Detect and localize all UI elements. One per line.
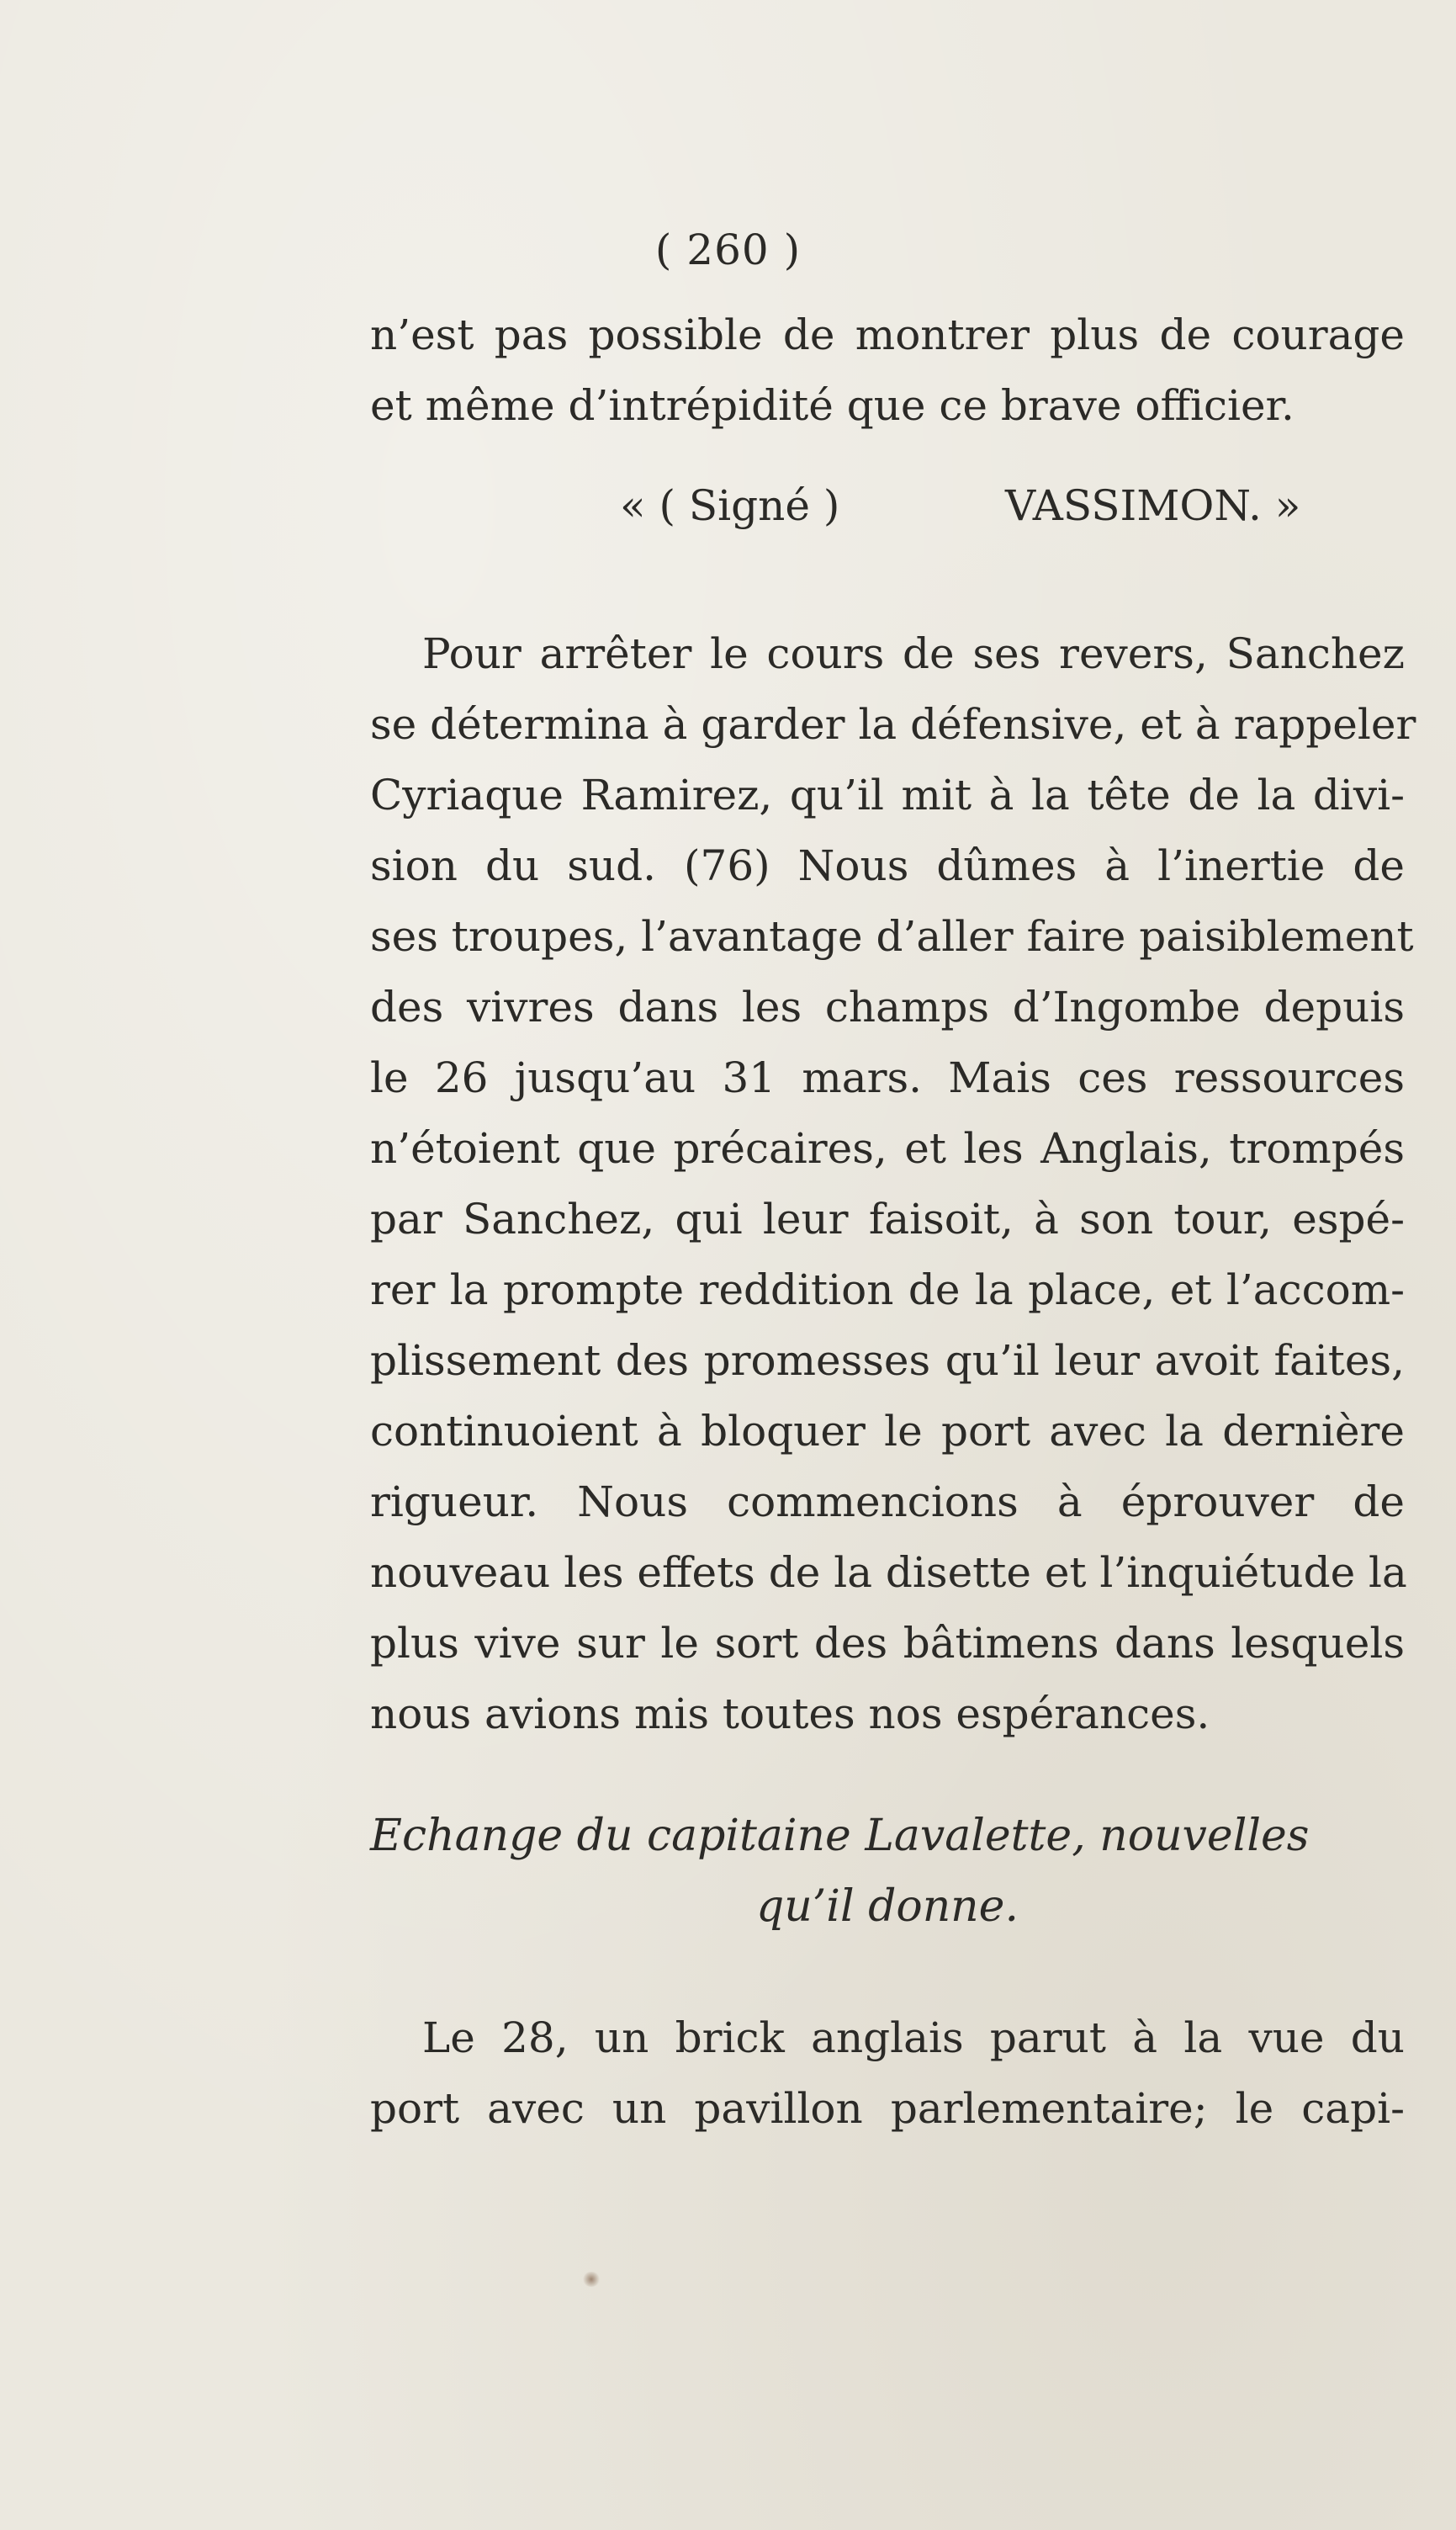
text-line: rigueur. Nous commencions à éprouver de — [370, 1477, 1405, 1526]
paragraph-2 — [370, 2002, 1405, 2144]
text-line: ses troupes, l’avantage d’aller faire paisiblement — [370, 912, 1414, 961]
ink-smudge — [582, 2272, 601, 2287]
section-heading-line-1: Echange du capitaine Lavalette, nouvelles — [370, 1811, 1310, 1861]
text-line: Pour arrêter le cours de ses revers, Sanchez — [422, 629, 1405, 678]
text-line: et même d’intrépidité que ce brave officier. — [370, 381, 1295, 430]
text-line: Cyriaque Ramirez, qu’il mit à la tête de la divi- — [370, 771, 1405, 819]
text-line: port avec un pavillon parlementaire; le capi- — [370, 2084, 1405, 2133]
text-line: des vivres dans les champs d’Ingombe depuis — [370, 983, 1405, 1032]
section-heading — [370, 1801, 1405, 1942]
text-line: continuoient à bloquer le port avec la dernière — [370, 1407, 1405, 1456]
text-line: par Sanchez, qui leur faisoit, à son tour, espé- — [370, 1195, 1405, 1244]
text-line: n’est pas possible de montrer plus de courage — [370, 310, 1405, 359]
paragraph-1 — [370, 618, 1416, 1749]
text-line: nous avions mis toutes nos espérances. — [370, 1689, 1210, 1738]
text-line: plus vive sur le sort des bâtimens dans lesquels — [370, 1619, 1405, 1668]
signature-name: VASSIMON. » — [1005, 481, 1301, 530]
text-line: Le 28, un brick anglais parut à la vue du — [422, 2013, 1405, 2062]
signature-signed: « ( Signé ) — [620, 481, 840, 530]
section-heading-line-2: qu’il donne. — [756, 1881, 1019, 1932]
text-line: le 26 jusqu’au 31 mars. Mais ces ressources — [370, 1053, 1405, 1102]
text-line: nouveau les effets de la disette et l’inquiétude la — [370, 1548, 1407, 1597]
text-line: plissement des promesses qu’il leur avoit faites, — [370, 1336, 1405, 1385]
opening-text — [370, 300, 1405, 441]
page-number: ( 260 ) — [654, 225, 802, 274]
text-line: se détermina à garder la défensive, et à rappeler — [370, 700, 1416, 749]
text-line: rer la prompte reddition de la place, et l’accom- — [370, 1265, 1405, 1314]
text-line: sion du sud. (76) Nous dûmes à l’inertie de — [370, 841, 1405, 890]
text-line: n’étoient que précaires, et les Anglais, trompés — [370, 1124, 1405, 1173]
